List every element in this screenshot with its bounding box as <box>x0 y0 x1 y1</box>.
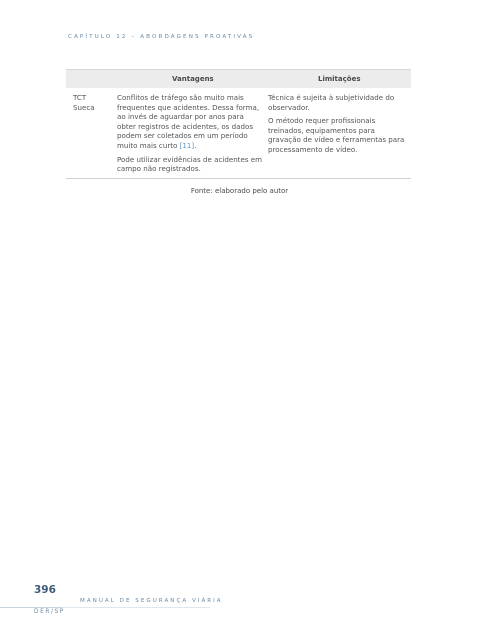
limitations-cell <box>268 93 409 159</box>
table-header <box>66 69 411 88</box>
limitation-paragraph: Técnica é sujeita à subjetividade do observador. <box>268 93 395 112</box>
table-row <box>66 88 411 179</box>
footer-org: DER/SP <box>34 609 65 615</box>
page-number: 396 <box>34 584 56 596</box>
footer-divider <box>0 606 479 610</box>
citation-link[interactable]: [11] <box>179 140 195 150</box>
column-header-limitations: Limitações <box>318 75 361 83</box>
method-variant: Sueca <box>73 102 95 112</box>
advantage-text-end: . <box>194 140 197 150</box>
advantage-paragraph: Pode utilizar evidências de acidentes em campo não registrados. <box>117 154 263 174</box>
column-header-advantages: Vantagens <box>172 75 214 83</box>
advantages-cell <box>117 93 263 178</box>
footer-manual-title: MANUAL DE SEGURANÇA VIÁRIA <box>80 598 223 604</box>
limitation-paragraph: O método requer profissionais treinados, equipamentos para gravação de vídeo e ferramentas para processamento de vídeo. <box>268 116 405 154</box>
method-name: TCT <box>73 93 87 102</box>
chapter-header: CAPÍTULO 12 – ABORDAGENS PROATIVAS <box>68 34 255 40</box>
comparison-table <box>66 69 411 179</box>
advantage-paragraph <box>117 93 263 151</box>
advantage-text: Conflitos de tráfego são muito mais frequentes que acidentes. Dessa forma, ao invés de aguardar por anos para obter registros de acidentes, os dados podem ser coletados em um período muito mais curto <box>117 93 260 150</box>
method-cell <box>73 93 113 112</box>
source-note: Fonte: elaborado pelo autor <box>190 187 289 195</box>
